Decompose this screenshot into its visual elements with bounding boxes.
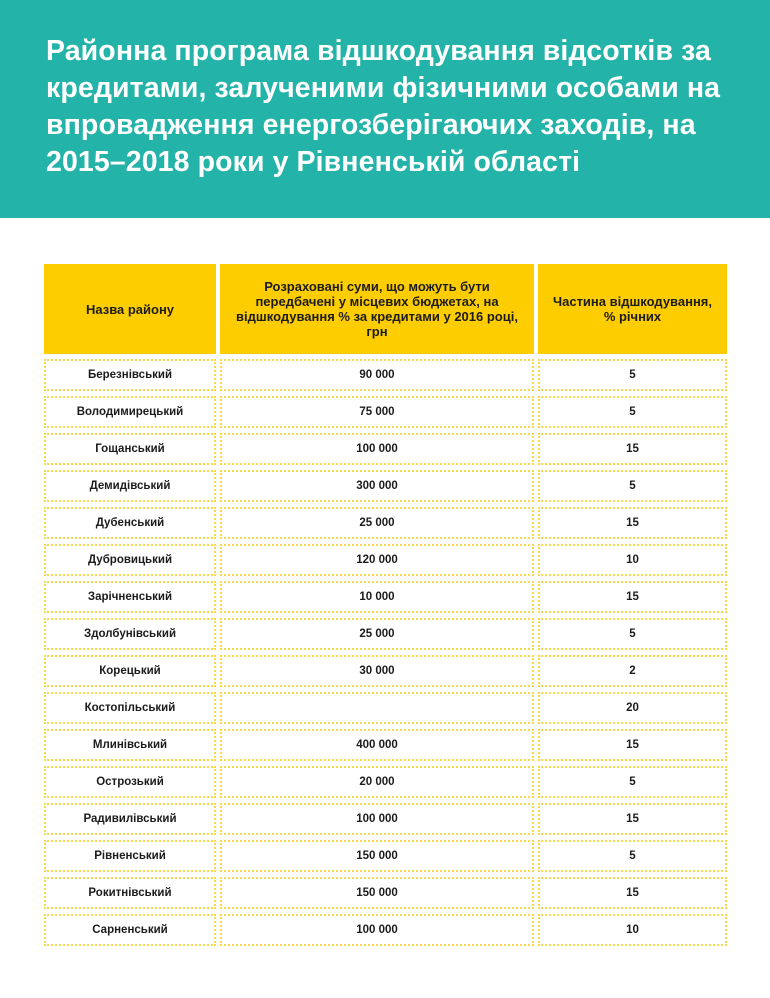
column-header-amount: Розраховані суми, що можуть бути передбачені у місцевих бюджетах, на відшкодування % за кредитами у 2016 році, грн bbox=[220, 264, 534, 354]
share-cell: 20 bbox=[538, 692, 727, 724]
share-cell: 5 bbox=[538, 470, 727, 502]
share-cell: 15 bbox=[538, 877, 727, 909]
district-name-cell: Млинівський bbox=[44, 729, 216, 761]
district-name-cell: Сарненський bbox=[44, 914, 216, 946]
share-cell: 15 bbox=[538, 433, 727, 465]
share-cell: 5 bbox=[538, 359, 727, 391]
share-cell: 5 bbox=[538, 840, 727, 872]
districts-table bbox=[44, 264, 727, 951]
table-row bbox=[44, 544, 727, 576]
district-name-cell: Острозький bbox=[44, 766, 216, 798]
district-name-cell: Корецький bbox=[44, 655, 216, 687]
share-cell: 15 bbox=[538, 803, 727, 835]
share-cell: 10 bbox=[538, 544, 727, 576]
table-row bbox=[44, 840, 727, 872]
district-name-cell: Зарічненський bbox=[44, 581, 216, 613]
district-name-cell: Демидівський bbox=[44, 470, 216, 502]
table-row bbox=[44, 396, 727, 428]
share-cell: 5 bbox=[538, 618, 727, 650]
amount-cell: 25 000 bbox=[220, 507, 534, 539]
table-row bbox=[44, 729, 727, 761]
district-name-cell: Володимирецький bbox=[44, 396, 216, 428]
district-name-cell: Радивилівський bbox=[44, 803, 216, 835]
share-cell: 2 bbox=[538, 655, 727, 687]
amount-cell: 300 000 bbox=[220, 470, 534, 502]
column-header-share: Частина відшкодування, % річних bbox=[538, 264, 727, 354]
amount-cell: 10 000 bbox=[220, 581, 534, 613]
table-row bbox=[44, 618, 727, 650]
table-row bbox=[44, 655, 727, 687]
amount-cell: 20 000 bbox=[220, 766, 534, 798]
district-name-cell: Рівненський bbox=[44, 840, 216, 872]
amount-cell: 25 000 bbox=[220, 618, 534, 650]
share-cell: 5 bbox=[538, 396, 727, 428]
table-body bbox=[44, 359, 727, 946]
district-name-cell: Дубровицький bbox=[44, 544, 216, 576]
table-row bbox=[44, 581, 727, 613]
table-row bbox=[44, 766, 727, 798]
amount-cell: 100 000 bbox=[220, 803, 534, 835]
share-cell: 10 bbox=[538, 914, 727, 946]
table-row bbox=[44, 359, 727, 391]
amount-cell bbox=[220, 692, 534, 724]
table-row bbox=[44, 877, 727, 909]
page-title: Районна програма відшкодування відсотків за кредитами, залученими фізичними особами на впровадження енергозберігаючих заходів, на 2015–2018 роки у Рівненській області bbox=[46, 35, 721, 178]
district-name-cell: Березнівський bbox=[44, 359, 216, 391]
amount-cell: 150 000 bbox=[220, 877, 534, 909]
table-row bbox=[44, 433, 727, 465]
table-header-row bbox=[44, 264, 727, 354]
amount-cell: 75 000 bbox=[220, 396, 534, 428]
amount-cell: 90 000 bbox=[220, 359, 534, 391]
share-cell: 15 bbox=[538, 581, 727, 613]
table-row bbox=[44, 470, 727, 502]
table-row bbox=[44, 803, 727, 835]
title-banner bbox=[0, 0, 770, 218]
amount-cell: 100 000 bbox=[220, 433, 534, 465]
amount-cell: 100 000 bbox=[220, 914, 534, 946]
table-row bbox=[44, 507, 727, 539]
district-name-cell: Костопільський bbox=[44, 692, 216, 724]
table-row bbox=[44, 692, 727, 724]
district-name-cell: Здолбунівський bbox=[44, 618, 216, 650]
share-cell: 15 bbox=[538, 729, 727, 761]
amount-cell: 150 000 bbox=[220, 840, 534, 872]
amount-cell: 400 000 bbox=[220, 729, 534, 761]
district-name-cell: Гощанський bbox=[44, 433, 216, 465]
column-header-district: Назва району bbox=[44, 264, 216, 354]
district-name-cell: Рокитнівський bbox=[44, 877, 216, 909]
amount-cell: 30 000 bbox=[220, 655, 534, 687]
table-row bbox=[44, 914, 727, 946]
share-cell: 5 bbox=[538, 766, 727, 798]
district-name-cell: Дубенський bbox=[44, 507, 216, 539]
share-cell: 15 bbox=[538, 507, 727, 539]
amount-cell: 120 000 bbox=[220, 544, 534, 576]
